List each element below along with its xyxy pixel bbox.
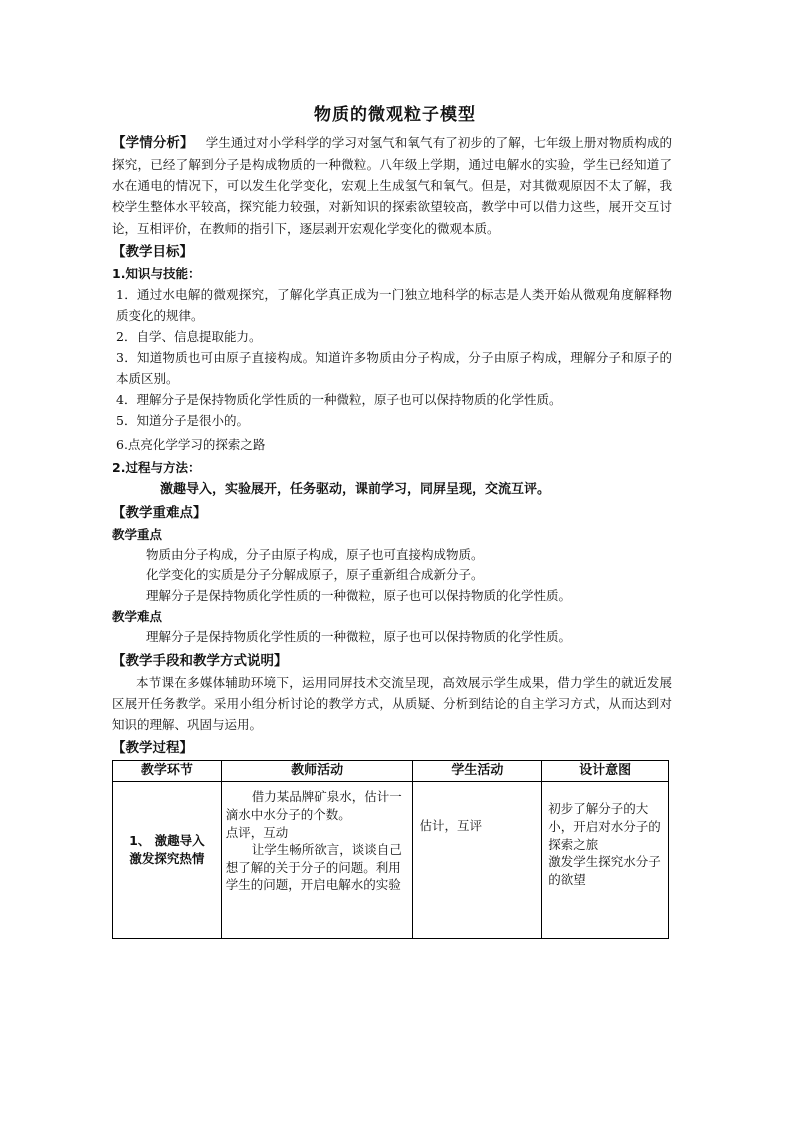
stage-line-1: 1、 激趣导入: [129, 833, 205, 849]
focus-item-2: 化学变化的实质是分子分解成原子，原子重新组合成新分子。: [146, 567, 484, 583]
process-table: [112, 760, 669, 939]
focus-item-3: 理解分子是保持物质化学性质的一种微粒，原子也可以保持物质的化学性质。: [146, 587, 572, 603]
intent-line-1: 初步了解分子的大小，开启对水分子的探索之旅: [548, 801, 661, 852]
document-title: 物质的微观粒子模型: [314, 105, 476, 125]
goal-item-5: 5．知道分子是很小的。: [116, 412, 249, 428]
document-page: [112, 104, 672, 939]
stage-cell: [113, 782, 222, 939]
means-heading: 【教学手段和教学方式说明】: [112, 652, 288, 669]
difficulty-item-1: 理解分子是保持物质化学性质的一种微粒，原子也可以保持物质的化学性质。: [146, 629, 572, 645]
column-header-student: 学生活动: [413, 761, 542, 782]
focus-heading: 教学重点: [112, 526, 163, 542]
goal-item-6: 6.点亮化学学习的探索之路: [116, 436, 266, 452]
table-row: [113, 782, 669, 939]
goals-heading: 【教学目标】: [112, 243, 193, 260]
column-header-intent: 设计意图: [542, 761, 669, 782]
teacher-line-1: 借力某品牌矿泉水，估计一滴水中水分子的个数。: [225, 789, 402, 823]
teacher-line-3: 让学生畅所欲言，谈谈自己想了解的关于分子的问题。利用学生的问题，开启电解水的实验: [225, 842, 402, 893]
process-method-text: 激趣导入，实验展开，任务驱动，课前学习，同屏呈现，交流互评。: [160, 481, 551, 497]
analysis-heading: 【学情分析】: [112, 135, 194, 151]
table-header-row: [113, 761, 669, 782]
process-method-heading: 2.过程与方法：: [112, 459, 201, 475]
analysis-text: 学生通过对小学科学的学习对氢气和氧气有了初步的了解，七年级上册对物质构成的探究，已经了解到分子是构成物质的一种微粒。八年级上学期，通过电解水的实验，学生已经知道了水在通电的情况下，可以发生化学变化，宏观上生成氢气和氧气。但是，对其微观原因不太了解，我校学生整体水平较高，探究能力较强，对新知识的探索欲望较高，教学中可以借力这些，展开交互讨论，互相评价，在教师的指引下，逐层剥开宏观化学变化的微观本质。: [112, 135, 672, 236]
stage-line-2: 激发探究热情: [129, 851, 205, 867]
focus-item-1: 物质由分子构成，分子由原子构成，原子也可直接构成物质。: [146, 546, 484, 562]
knowledge-heading: 1.知识与技能：: [112, 265, 201, 281]
column-header-teacher: 教师活动: [221, 761, 413, 782]
column-header-stage: 教学环节: [113, 761, 222, 782]
intent-line-2: 激发学生探究水分子的欲望: [548, 854, 661, 887]
student-activity-cell: [413, 782, 542, 939]
goal-item-3: 3．知道物质也可由原子直接构成。知道许多物质由分子构成，分子由原子构成，理解分子和原子的本质区别。: [116, 349, 672, 386]
key-points-heading: 【教学重难点】: [112, 504, 207, 521]
process-heading: 【教学过程】: [112, 740, 193, 757]
difficulty-heading: 教学难点: [112, 609, 163, 625]
teacher-line-2: 点评，互动: [225, 824, 289, 840]
goal-item-4: 4．理解分子是保持物质化学性质的一种微粒，原子也可以保持物质的化学性质。: [116, 391, 562, 407]
student-activity-text: 估计，互评: [419, 818, 482, 834]
goal-item-1: 1．通过水电解的微观探究，了解化学真正成为一门独立地科学的标志是人类开始从微观角度解释物质变化的规律。: [116, 286, 672, 323]
teacher-activity-cell: [221, 782, 413, 939]
goal-item-2: 2．自学、信息提取能力。: [116, 328, 262, 344]
means-text: 本节课在多媒体辅助环境下，运用同屏技术交流呈现，高效展示学生成果，借力学生的就近发展区展开任务教学。采用小组分析讨论的教学方式，从质疑、分析到结论的自主学习方式，从而达到对知识的理解、巩固与运用。: [112, 674, 672, 733]
analysis-paragraph: [112, 132, 672, 239]
design-intent-cell: [542, 782, 669, 939]
